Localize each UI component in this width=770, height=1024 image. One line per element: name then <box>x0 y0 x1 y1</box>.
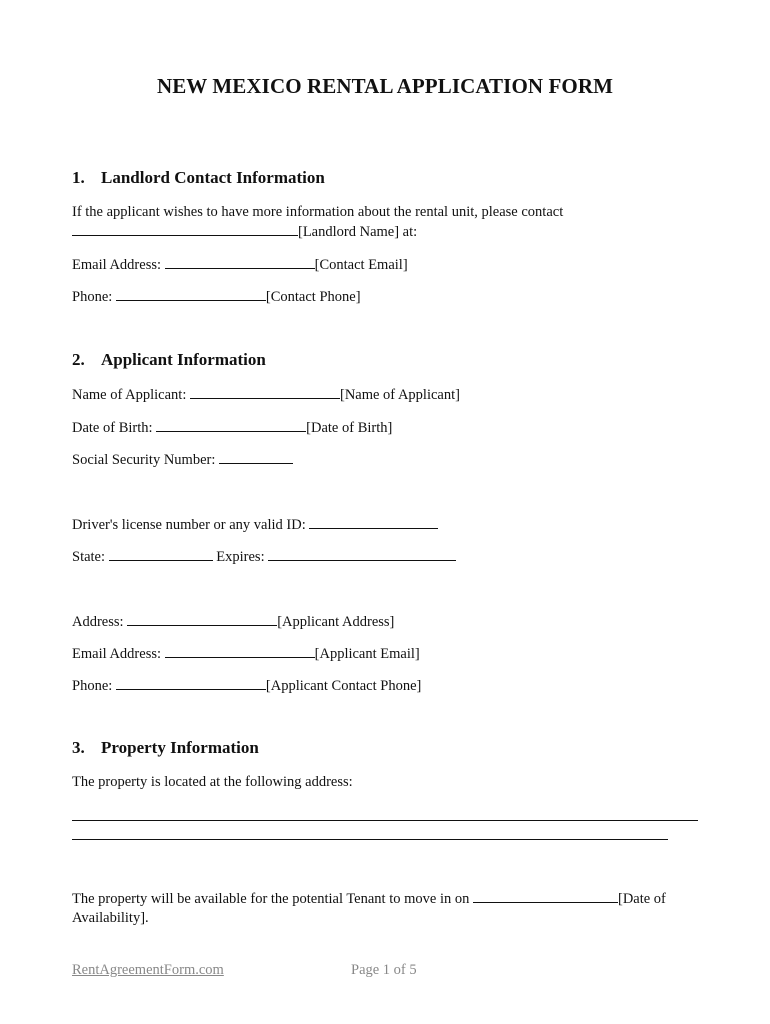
section-3-heading <box>72 738 259 758</box>
address-hint: [Applicant Address] <box>277 614 395 630</box>
ssn-label: Social Security Number: <box>72 452 216 468</box>
section-number: 2. <box>72 350 85 369</box>
section-1-heading <box>72 168 325 188</box>
availability-hint-cont: Availability]. <box>72 910 149 926</box>
expires-label: Expires: <box>216 549 265 565</box>
name-hint: [Name of Applicant] <box>339 387 460 403</box>
dob-field[interactable] <box>156 419 306 432</box>
landlord-intro-text: If the applicant wishes to have more information about the rental unit, please contact <box>72 204 564 220</box>
dob-hint: [Date of Birth] <box>306 420 393 436</box>
document-title: NEW MEXICO RENTAL APPLICATION FORM <box>156 74 614 98</box>
landlord-email-line <box>72 256 408 274</box>
ssn-field[interactable] <box>219 451 293 464</box>
applicant-phone-field[interactable] <box>116 677 266 690</box>
section-number: 3. <box>72 738 85 757</box>
section-title: Property Information <box>101 738 259 757</box>
availability-text: The property will be available for the potential Tenant to move in on <box>72 891 470 907</box>
applicant-address-line <box>72 613 394 631</box>
applicant-email-field[interactable] <box>165 645 315 658</box>
dob-label: Date of Birth: <box>72 420 153 436</box>
license-field[interactable] <box>309 516 438 529</box>
email-label: Email Address: <box>72 646 162 662</box>
expires-field[interactable] <box>268 548 456 561</box>
applicant-name-line <box>72 386 460 404</box>
applicant-phone-line <box>72 677 421 695</box>
property-address-line-2[interactable] <box>72 839 668 840</box>
property-address-line-1[interactable] <box>72 820 698 821</box>
landlord-phone-line <box>72 288 361 306</box>
email-label: Email Address: <box>72 257 162 273</box>
phone-label: Phone: <box>72 289 113 305</box>
state-field[interactable] <box>109 548 213 561</box>
landlord-phone-field[interactable] <box>116 288 266 301</box>
phone-label: Phone: <box>72 678 113 694</box>
applicant-name-field[interactable] <box>190 386 340 399</box>
license-line <box>72 516 438 534</box>
state-expires-line <box>72 548 456 566</box>
name-label: Name of Applicant: <box>72 387 187 403</box>
applicant-email-line <box>72 645 420 663</box>
email-hint: [Applicant Email] <box>314 646 420 662</box>
availability-date-field[interactable] <box>473 890 618 903</box>
applicant-address-field[interactable] <box>127 613 277 626</box>
property-located-text: The property is located at the following address: <box>72 774 353 790</box>
email-hint: [Contact Email] <box>314 257 408 273</box>
state-label: State: <box>72 549 106 565</box>
section-2-heading <box>72 350 266 370</box>
phone-hint: [Applicant Contact Phone] <box>265 678 422 694</box>
section-number: 1. <box>72 168 85 187</box>
phone-hint: [Contact Phone] <box>265 289 361 305</box>
dob-line <box>72 419 392 437</box>
availability-hint: [Date of <box>617 891 666 907</box>
footer-website-link[interactable]: RentAgreementForm.com <box>72 962 224 978</box>
page-number: Page 1 of 5 <box>351 962 417 978</box>
landlord-name-field[interactable] <box>72 223 298 236</box>
landlord-name-hint: [Landlord Name] at: <box>298 224 418 240</box>
section-title: Applicant Information <box>101 350 266 369</box>
section-title: Landlord Contact Information <box>101 168 325 187</box>
license-label: Driver's license number or any valid ID: <box>72 517 306 533</box>
landlord-email-field[interactable] <box>165 256 315 269</box>
ssn-line <box>72 451 293 469</box>
availability-line <box>72 890 666 908</box>
address-label: Address: <box>72 614 124 630</box>
landlord-name-line <box>72 223 417 241</box>
